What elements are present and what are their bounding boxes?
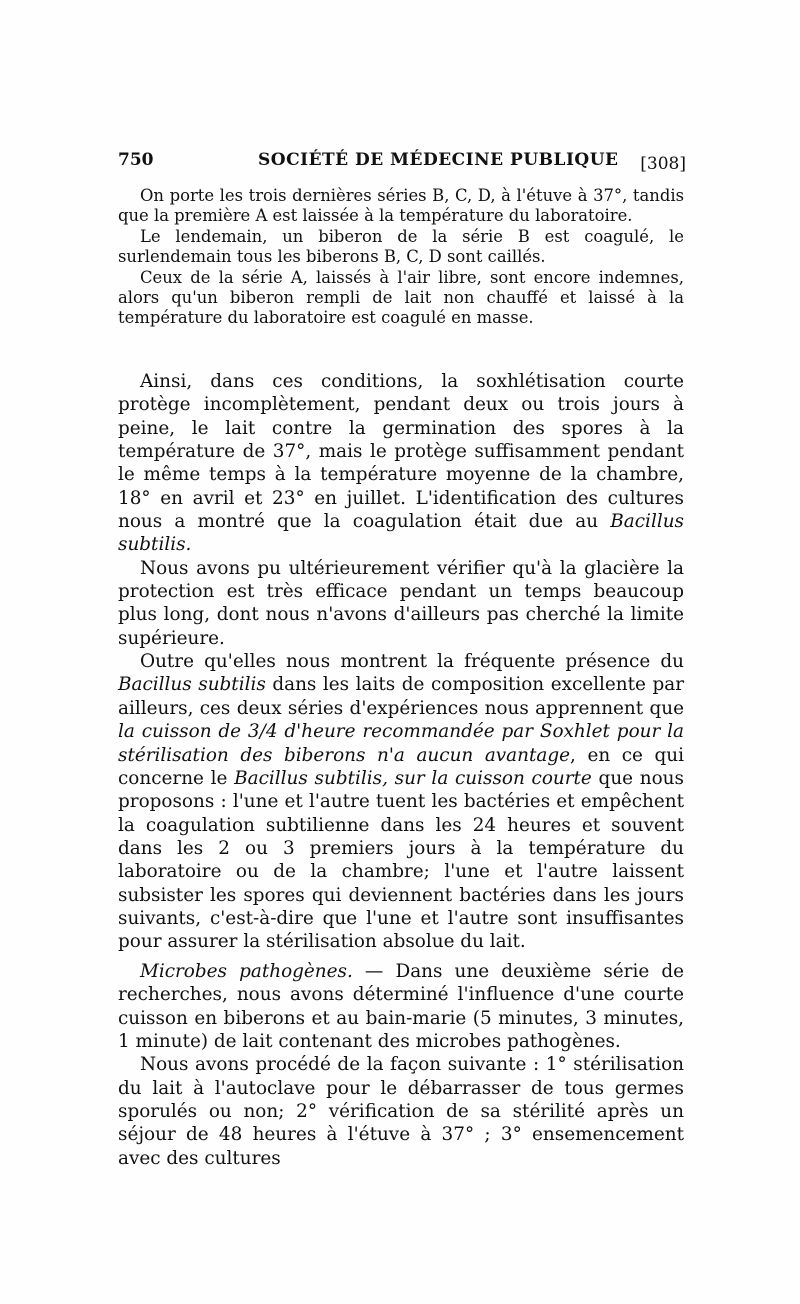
page-number: 750	[118, 150, 154, 170]
text-run: Outre qu'elles nous montrent la fréquente présence du	[140, 651, 684, 673]
species-name: Bacillus subtilis	[118, 674, 266, 696]
emphasized-claim: Bacillus subtilis, sur la cuisson courte	[234, 767, 592, 789]
text-run: , en ce qui concerne le	[118, 744, 685, 789]
conclusions-block	[118, 370, 684, 954]
page-header	[118, 146, 686, 176]
species-name: Bacillus subtilis.	[118, 511, 684, 556]
paragraph-series-a-result: Ceux de la série A, laissés à l'air libre, sont encore indemnes, alors qu'un biberon rempli de lait non chauffé et laissé à la température du laboratoire est coagulé en masse.	[118, 267, 684, 328]
text-run: que nous proposons : l'une et l'autre tuent les bactéries et empêchent la coagulation subtilienne dans les 24 heures et souvent dans les 2 ou 3 premiers jours à la température du laboratoire ou de la chambre; l'une et l'autre laissent subsister les spores qui deviennent bactéries dans les jours suivants, c'est-à-dire que l'une et l'autre sont insuffisantes pour assurer la stérilisation absolue du lait.	[118, 767, 684, 953]
paragraph-series-coagulation: Le lendemain, un biberon de la série B est coagulé, le surlendemain tous les biberons B, C, D sont caillés.	[118, 226, 684, 267]
text-run: — Dans une deuxième série de recherches, nous avons déterminé l'influence d'une courte cuisson en biberons et au bain-marie (5 minutes, 3 minutes, 1 minute) de lait contenant des microbes pathogènes.	[118, 961, 684, 1053]
series-results-block	[118, 186, 684, 329]
paragraph-series-incubation: On porte les trois dernières séries B, C, D, à l'étuve à 37°, tandis que la première A est laissée à la température du laboratoire.	[118, 186, 684, 226]
running-title: SOCIÉTÉ DE MÉDECINE PUBLIQUE	[258, 150, 619, 170]
section-heading: Microbes pathogènes.	[140, 961, 353, 982]
text-run: dans les laits de composition excellente par ailleurs, ces deux séries d'expériences nous apprennent que	[118, 674, 684, 719]
paragraph-pathogens-intro	[118, 960, 684, 1053]
text-run: Ainsi, dans ces conditions, la soxhlétisation courte protège incomplètement, pendant deux ou trois jours à peine, le lait contre la germination des spores à la température de 37°, mais le protège suffisamment pendant le même temps à la température moyenne de la chambre, 18° en avril et 23° en juillet. L'identification des cultures nous a montré que la coagulation était due au	[118, 371, 684, 533]
emphasized-claim: la cuisson de 3/4 d'heure recommandée par Soxhlet pour la stérilisation des biberons n'a aucun avantage	[118, 721, 684, 766]
paragraph-glaciere-protection: Nous avons pu ultérieurement vérifier qu'à la glacière la protection est très efficace pendant un temps beaucoup plus long, dont nous n'avons d'ailleurs pas cherché la limite supérieure.	[118, 557, 684, 649]
page-reference: [308]	[640, 154, 686, 174]
paragraph-pathogens-method: Nous avons procédé de la façon suivante : 1° stérilisation du lait à l'autoclave pour le débarrasser de tous germes sporulés ou non; 2° vérification de sa stérilité après un séjour de 48 heures à l'étuve à 37° ; 3° ensemencement avec des cultures	[118, 1054, 684, 1169]
pathogens-block	[118, 960, 684, 1170]
paragraph-soxhletisation-conclusion	[118, 370, 684, 557]
paragraph-cuisson-comparison	[118, 650, 684, 953]
